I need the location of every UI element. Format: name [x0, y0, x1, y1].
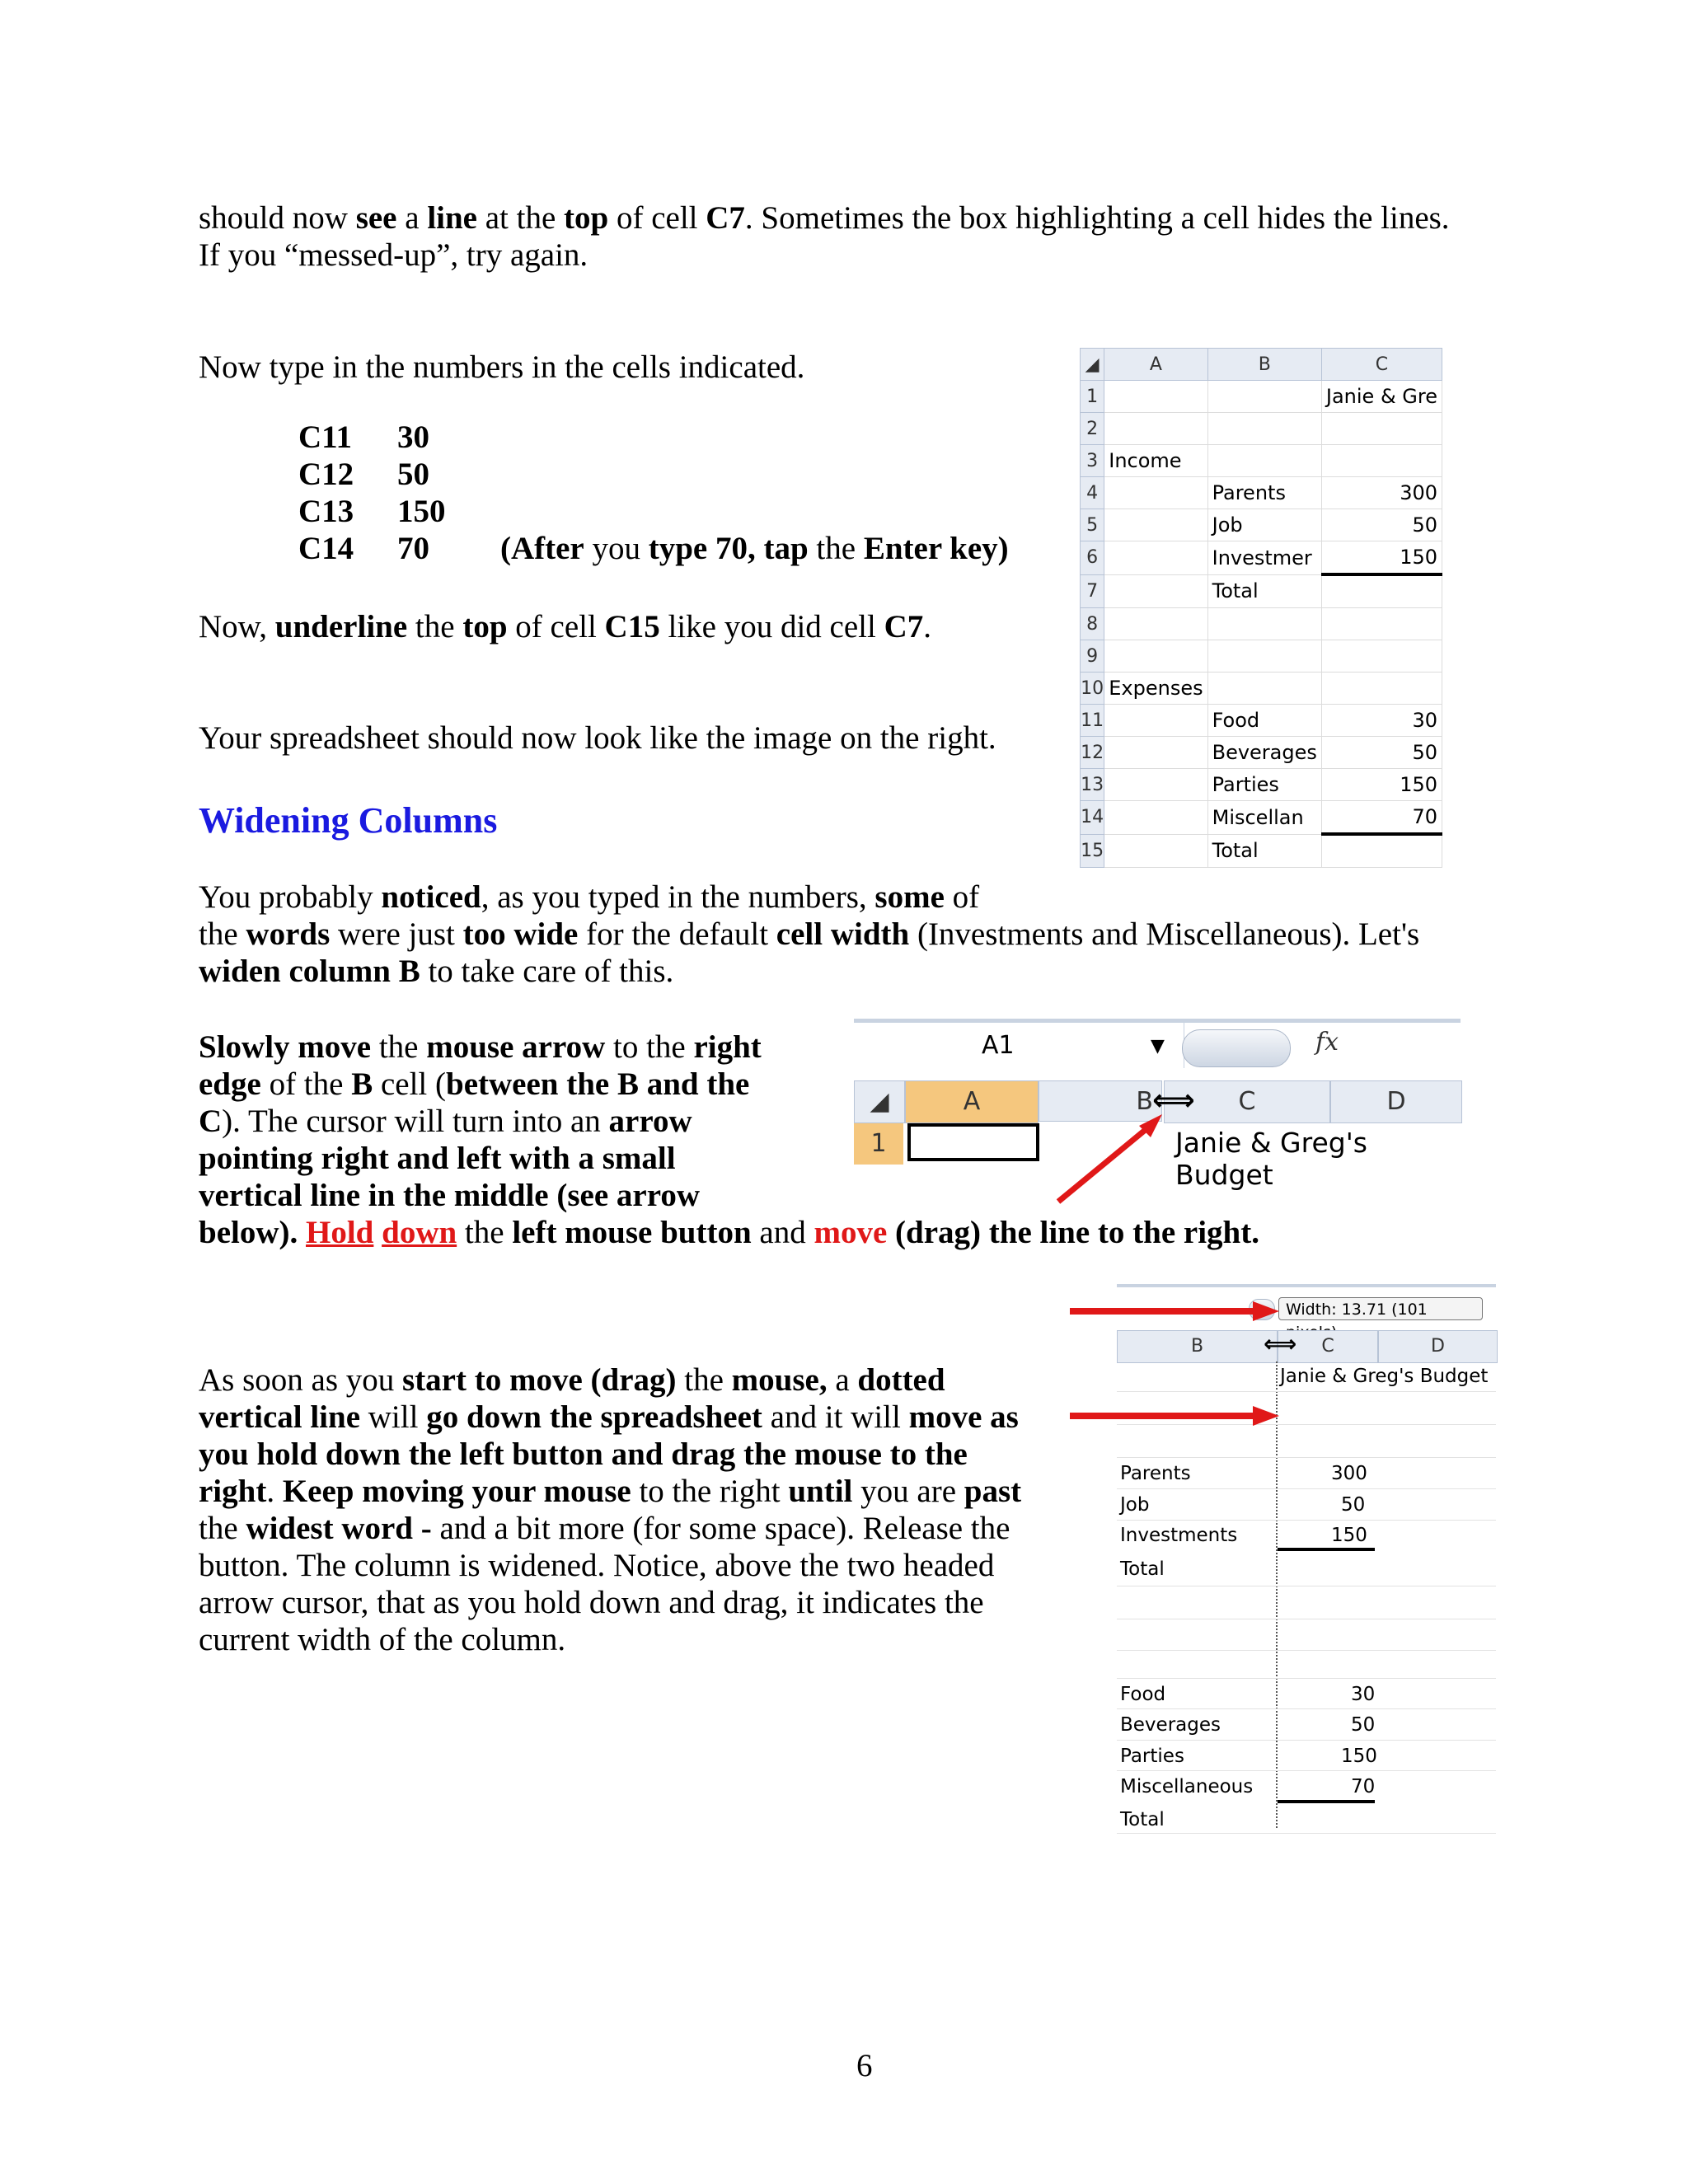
- cell: [1321, 445, 1442, 477]
- mouse-para-line-6: below). Hold down the left mouse button and move (drag) the line to the right.: [199, 1215, 1259, 1250]
- row-number: 8: [1081, 608, 1104, 640]
- select-all-corner: ◢: [1081, 349, 1104, 381]
- table-row: [1081, 673, 1442, 705]
- cell: [1321, 834, 1442, 868]
- row-number: 12: [1081, 737, 1104, 769]
- table-row: [1081, 574, 1442, 608]
- column-header: A: [1104, 349, 1207, 381]
- cell: [1321, 413, 1442, 445]
- drag-para-line-7: arrow cursor, that as you hold down and drag, it indicates the: [199, 1585, 984, 1620]
- row-number: 15: [1081, 834, 1104, 868]
- table-row: [1081, 640, 1442, 673]
- column-header: C: [1321, 349, 1442, 381]
- cell: 50: [1321, 737, 1442, 769]
- table-row: [1081, 705, 1442, 737]
- cell: [1104, 509, 1207, 541]
- drag-para-line-2: vertical line will go down the spreadsheet and it will move as: [199, 1399, 1019, 1435]
- sheet-title: Janie & Greg's Budget: [1175, 1127, 1367, 1191]
- cell: 50: [1341, 1494, 1366, 1516]
- row-number: 2: [1081, 413, 1104, 445]
- cell: Investments: [1120, 1525, 1238, 1546]
- table-row: [1081, 801, 1442, 835]
- row-number: 11: [1081, 705, 1104, 737]
- underline-instruction: Now, underline the top of cell C15 like you did cell C7.: [199, 609, 931, 644]
- mouse-para-line-4: pointing right and left with a small: [199, 1141, 676, 1176]
- cell: 70: [1351, 1776, 1376, 1797]
- cell: [1207, 608, 1321, 640]
- intro-line-2: If you “messed-up”, try again.: [199, 237, 588, 273]
- drag-para-line-1: As soon as you start to move (drag) the mouse, a dotted: [199, 1362, 945, 1398]
- chevron-down-icon: ▼: [1151, 1036, 1165, 1057]
- cell: Parties: [1120, 1746, 1184, 1767]
- cell-value-row: C12 50: [298, 457, 429, 492]
- numbers-intro: Now type in the numbers in the cells indicated.: [199, 349, 805, 385]
- cell: Parents: [1207, 477, 1321, 509]
- page-number: 6: [856, 2048, 873, 2083]
- cell: Food: [1207, 705, 1321, 737]
- column-header: D: [1378, 1330, 1498, 1363]
- spreadsheet-screenshot-1: [1080, 348, 1442, 888]
- row-number: 4: [1081, 477, 1104, 509]
- cell: Beverages: [1120, 1714, 1221, 1736]
- cell: Expenses: [1104, 673, 1207, 705]
- cell: [1104, 737, 1207, 769]
- formula-bar-splitter: [1182, 1029, 1291, 1067]
- cell: Investmer: [1207, 541, 1321, 575]
- cell: Total: [1120, 1809, 1165, 1830]
- drag-para-line-3: you hold down the left button and drag the mouse to the: [199, 1436, 968, 1472]
- cell: 150: [1321, 541, 1442, 575]
- cell: Job: [1207, 509, 1321, 541]
- cell: [1104, 608, 1207, 640]
- cell: [1104, 834, 1207, 868]
- section-heading: Widening Columns: [199, 800, 498, 841]
- cell: Janie & Gre: [1321, 381, 1442, 413]
- table-row: [1081, 834, 1442, 868]
- resize-cursor-icon: ⟺: [1264, 1330, 1297, 1357]
- table-row: [1081, 541, 1442, 575]
- widen-para-line-1: You probably noticed, as you typed in the numbers, some of: [199, 879, 980, 915]
- cell: 30: [1351, 1684, 1376, 1705]
- underline-border: [1278, 1800, 1375, 1803]
- cell: [1104, 801, 1207, 835]
- column-header: B: [1117, 1330, 1278, 1363]
- cell: [1207, 673, 1321, 705]
- table-row: [1081, 769, 1442, 801]
- cell: [1207, 640, 1321, 673]
- cell: [1207, 413, 1321, 445]
- column-header: B: [1039, 1080, 1162, 1122]
- cell-values-list: [298, 419, 1009, 567]
- sheet-title: Janie & Greg's Budget: [1280, 1366, 1489, 1387]
- cell: [1104, 574, 1207, 608]
- cell: Total: [1207, 574, 1321, 608]
- cell: [1104, 769, 1207, 801]
- spreadsheet-screenshot-3: [1117, 1284, 1496, 1836]
- cell: 30: [1321, 705, 1442, 737]
- column-header: D: [1330, 1080, 1462, 1123]
- mouse-para-line-3: C). The cursor will turn into an arrow: [199, 1104, 692, 1139]
- resize-cursor-icon: ⟺: [1152, 1084, 1195, 1118]
- table-row: [1081, 413, 1442, 445]
- cell: Beverages: [1207, 737, 1321, 769]
- table-row: [1081, 477, 1442, 509]
- table-row: [1081, 445, 1442, 477]
- cell: Parties: [1207, 769, 1321, 801]
- cell: Income: [1104, 445, 1207, 477]
- table-row: [1081, 381, 1442, 413]
- table-row: [1081, 509, 1442, 541]
- result-text: Your spreadsheet should now look like the image on the right.: [199, 720, 996, 756]
- cell: 50: [1321, 509, 1442, 541]
- cell: 50: [1351, 1714, 1376, 1736]
- mouse-para-line-2: edge of the B cell (between the B and the: [199, 1066, 750, 1102]
- cell: Total: [1120, 1558, 1165, 1580]
- cell: [1104, 381, 1207, 413]
- row-number: 1: [854, 1123, 903, 1165]
- drag-para-line-4: right. Keep moving your mouse to the right until you are past: [199, 1474, 1022, 1509]
- cell-value-row: C11 30: [298, 419, 429, 455]
- drag-para-line-5: the widest word - and a bit more (for some space). Release the: [199, 1511, 1010, 1546]
- cell: [1207, 381, 1321, 413]
- cell: [1321, 574, 1442, 608]
- cell: 300: [1321, 477, 1442, 509]
- cell: [1104, 477, 1207, 509]
- row-number: 3: [1081, 445, 1104, 477]
- row-number: 6: [1081, 541, 1104, 575]
- function-icon: fx: [1315, 1028, 1339, 1057]
- cell: Parents: [1120, 1463, 1191, 1484]
- cell: Miscellaneous: [1120, 1776, 1254, 1797]
- drag-para-line-8: current width of the column.: [199, 1622, 566, 1657]
- cell: 150: [1341, 1746, 1377, 1767]
- cell: Miscellan: [1207, 801, 1321, 835]
- cell: Job: [1120, 1494, 1150, 1516]
- column-header: B: [1207, 349, 1321, 381]
- cell: 70: [1321, 801, 1442, 835]
- red-pointer-arrow: [1047, 1104, 1179, 1212]
- cell-value-row: C14 70 (After you type 70, tap the Enter key): [298, 531, 1009, 566]
- cell-value-row: C13 150: [298, 494, 446, 529]
- cell: [1207, 445, 1321, 477]
- select-all-corner: ◢: [854, 1080, 905, 1123]
- table-row: [1081, 608, 1442, 640]
- cell: [1321, 640, 1442, 673]
- column-header-row: [1081, 349, 1442, 381]
- intro-line-1: should now see a line at the top of cell C7. Sometimes the box highlighting a cell hides the lines.: [199, 200, 1450, 236]
- name-box: A1: [854, 1023, 1184, 1068]
- cell: 150: [1321, 769, 1442, 801]
- cell: Total: [1207, 834, 1321, 868]
- cell: 300: [1331, 1463, 1367, 1484]
- mouse-para-line-5: vertical line in the middle (see arrow: [199, 1178, 700, 1213]
- cell: [1104, 705, 1207, 737]
- row-number: 5: [1081, 509, 1104, 541]
- widen-para-line-2: the words were just too wide for the default cell width (Investments and Miscellaneous). Let's: [199, 916, 1420, 952]
- row-number: 13: [1081, 769, 1104, 801]
- drag-para-line-6: button. The column is widened. Notice, above the two headed: [199, 1548, 995, 1583]
- widen-para-line-3: widen column B to take care of this.: [199, 954, 674, 989]
- column-header: C: [1164, 1080, 1330, 1123]
- cell: [1321, 673, 1442, 705]
- cell: [1321, 608, 1442, 640]
- table-row: [1081, 737, 1442, 769]
- cell: [1104, 640, 1207, 673]
- row-number: 7: [1081, 574, 1104, 608]
- row-number: 9: [1081, 640, 1104, 673]
- cell: Food: [1120, 1684, 1166, 1705]
- cell: 150: [1331, 1525, 1367, 1546]
- underline-border: [1278, 1548, 1375, 1551]
- row-number: 1: [1081, 381, 1104, 413]
- row-number: 14: [1081, 801, 1104, 835]
- dotted-drag-line: [1276, 1361, 1278, 1828]
- column-header: C: [1278, 1330, 1378, 1363]
- cell: [1104, 413, 1207, 445]
- mouse-para-line-1: Slowly move the mouse arrow to the right: [199, 1029, 762, 1065]
- row-number: 10: [1081, 673, 1104, 705]
- selected-cell: [907, 1123, 1039, 1161]
- enter-key-note: (After you type 70, tap the Enter key): [500, 531, 1009, 566]
- cell: [1104, 541, 1207, 575]
- width-tooltip: Width: 13.71 (101: [1278, 1297, 1483, 1320]
- column-header: A: [905, 1080, 1039, 1123]
